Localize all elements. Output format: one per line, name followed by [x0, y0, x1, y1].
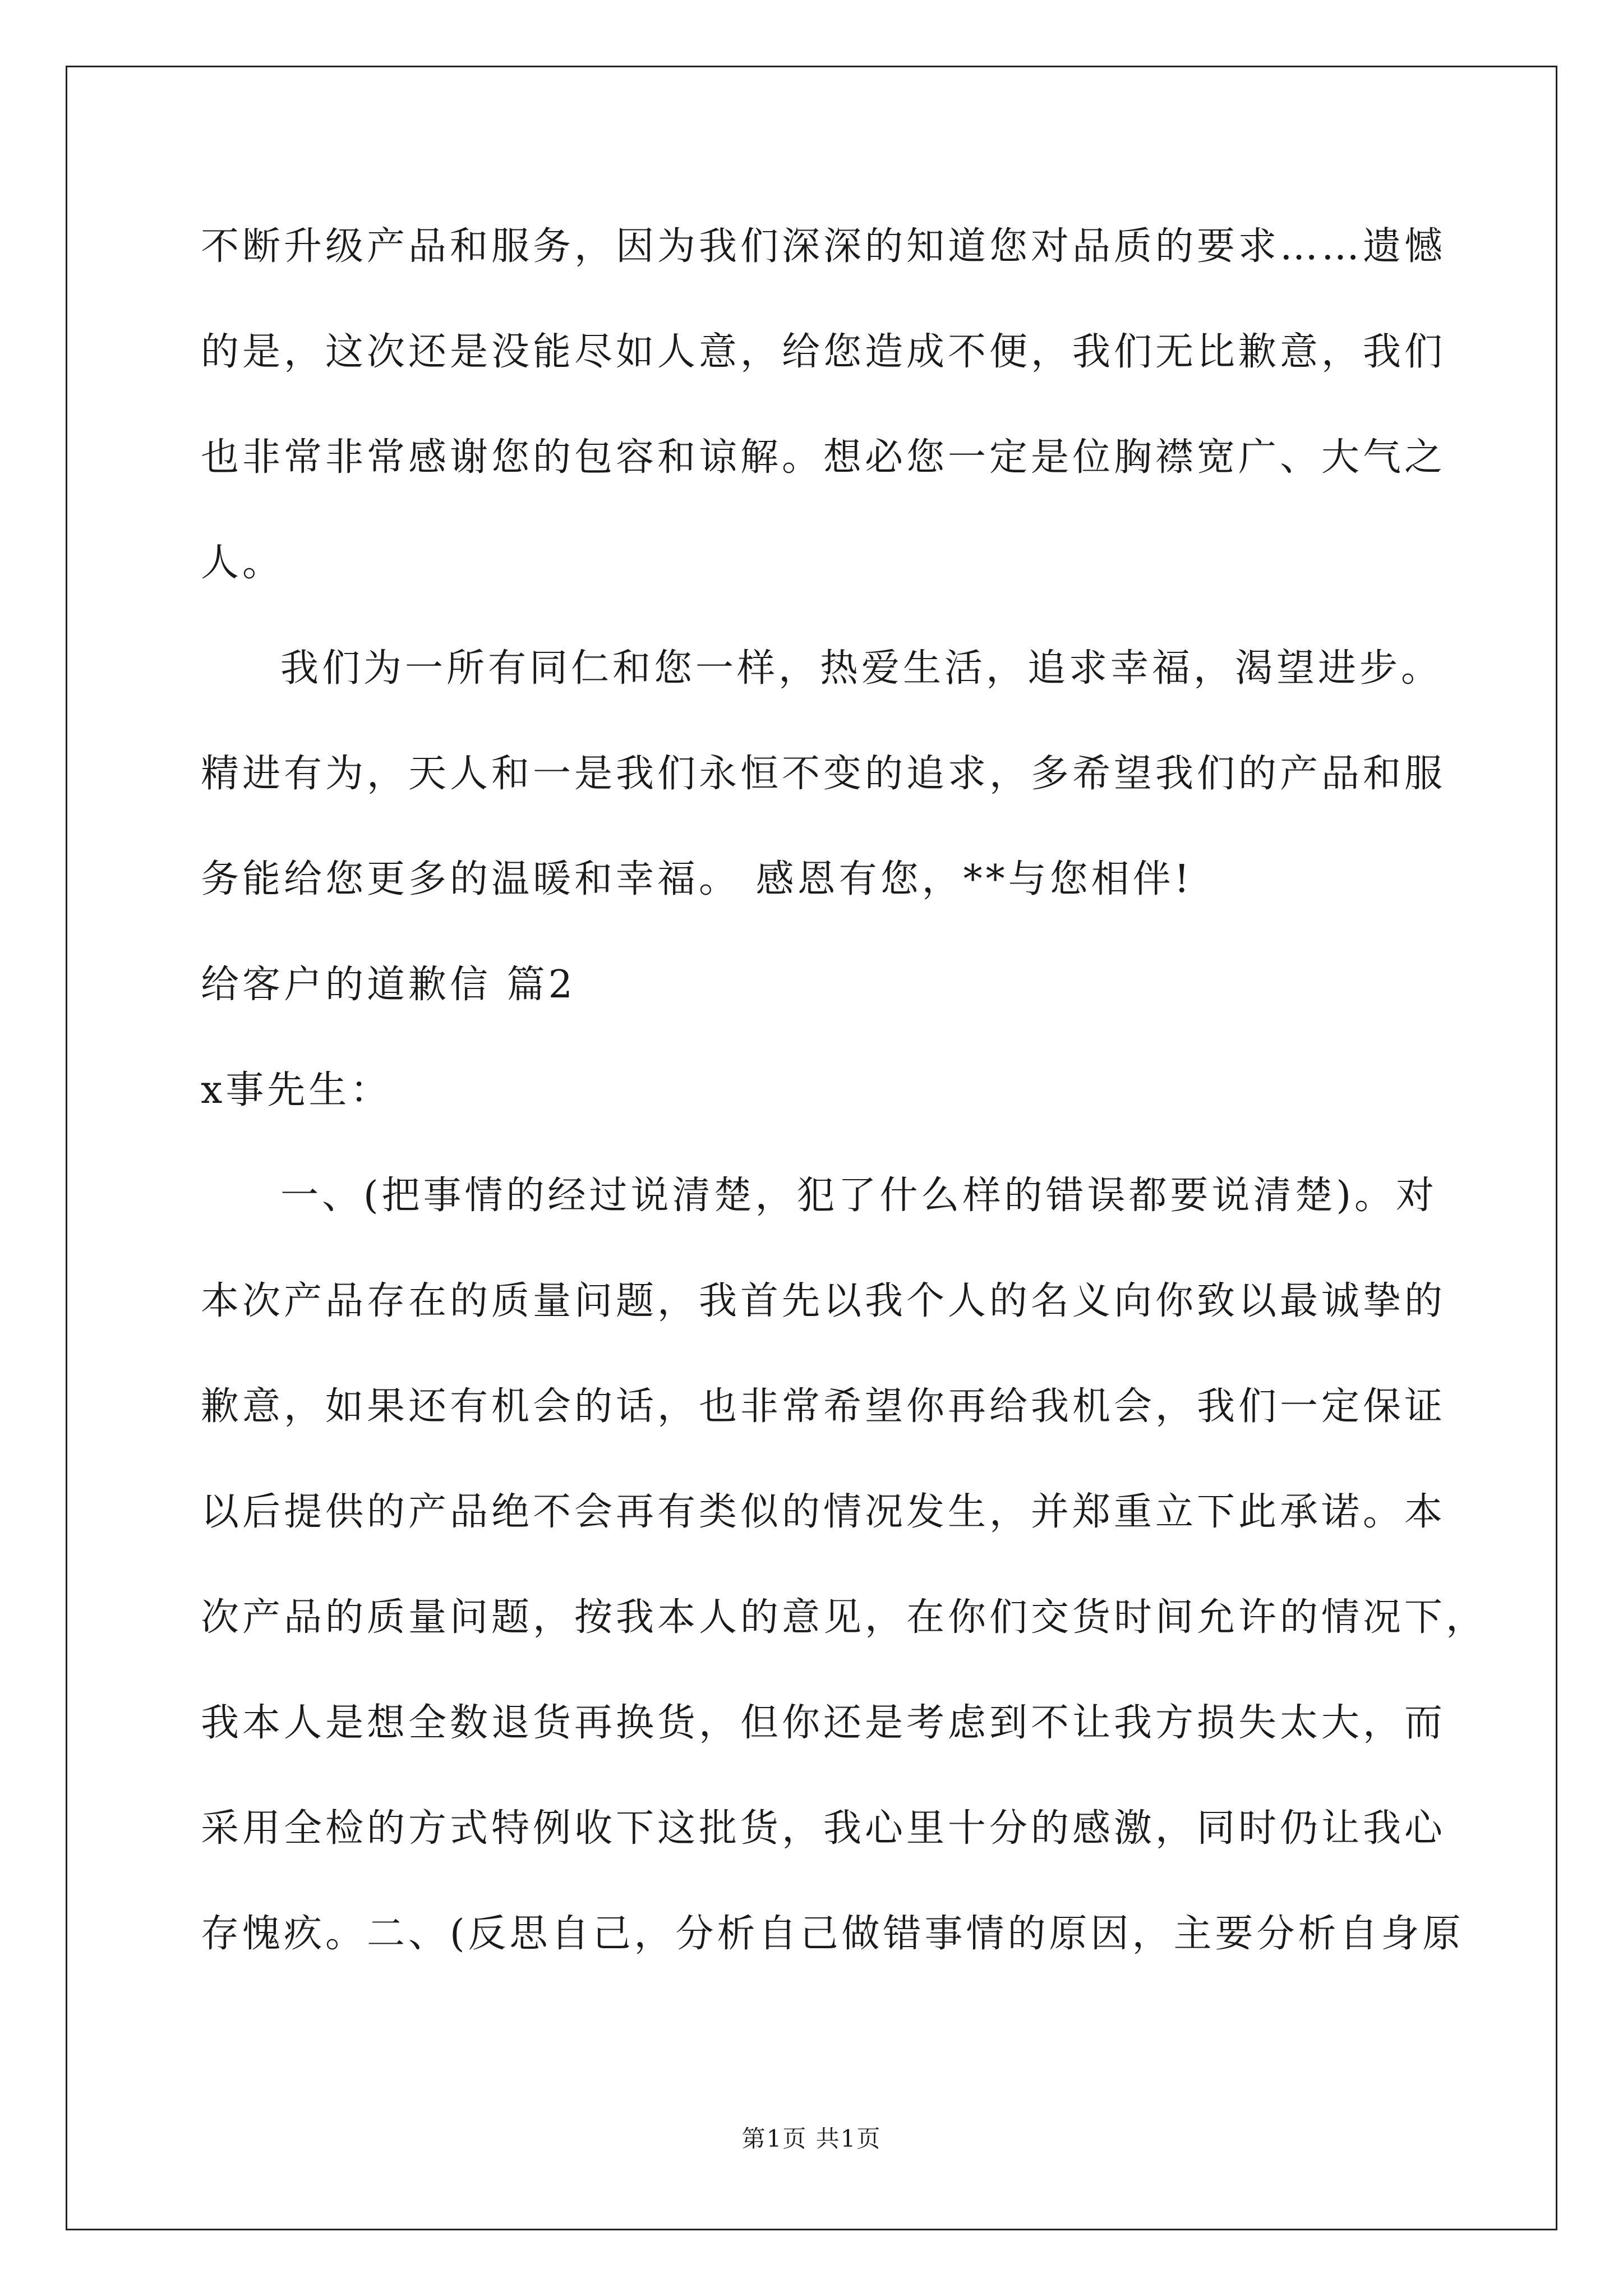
text-line: 务能给您更多的温暖和幸福。 感恩有您，**与您相伴!	[201, 857, 1193, 901]
page-footer: 第1页 共1页	[741, 2125, 882, 2152]
paragraph-first-line: 我们为一所有同仁和您一样，热爱生活，追求幸福，渴望进步。	[280, 646, 1443, 691]
text-line: 次产品的质量问题，按我本人的意见，在你们交货时间允许的情况下，	[201, 1595, 1488, 1640]
text-line: 本次产品存在的质量问题，我首先以我个人的名义向你致以最诚挚的	[201, 1279, 1446, 1323]
text-line: 采用全检的方式特例收下这批货，我心里十分的感激，同时仍让我心	[201, 1806, 1446, 1851]
text-line: 也非常非常感谢您的包容和谅解。想必您一定是位胸襟宽广、大气之	[201, 435, 1446, 480]
text-line: 不断升级产品和服务，因为我们深深的知道您对品质的要求……遗憾	[201, 224, 1446, 269]
salutation: x事先生：	[201, 1068, 392, 1112]
text-line: 的是，这次还是没能尽如人意，给您造成不便，我们无比歉意，我们	[201, 330, 1446, 374]
text-line: 歉意，如果还有机会的话，也非常希望你再给我机会，我们一定保证	[201, 1384, 1446, 1429]
paragraph-first-line: 一、(把事情的经过说清楚，犯了什么样的错误都要说清楚)。对	[280, 1174, 1438, 1218]
text-line: 存愧疚。二、(反思自己，分析自己做错事情的原因，主要分析自身原	[201, 1912, 1464, 1956]
section-heading: 给客户的道歉信 篇2	[201, 963, 576, 1007]
text-line: 精进有为，天人和一是我们永恒不变的追求，多希望我们的产品和服	[201, 752, 1446, 796]
text-line: 我本人是想全数退货再换货，但你还是考虑到不让我方损失太大，而	[201, 1701, 1446, 1745]
text-line: 人。	[201, 541, 284, 585]
text-line: 以后提供的产品绝不会再有类似的情况发生，并郑重立下此承诺。本	[201, 1490, 1446, 1534]
